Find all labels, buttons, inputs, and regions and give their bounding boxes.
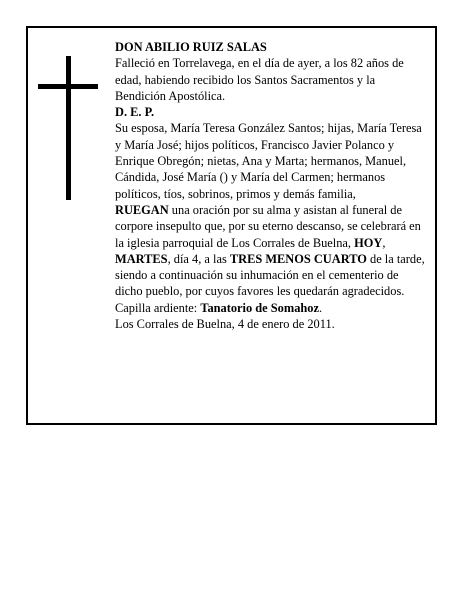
cross-vertical-bar <box>66 56 71 200</box>
request-text-1: una oración por su alma y asistan al funeral de corpore insepulto que, por su eterno descanso, se celebrará en la iglesia parroquial de Los Corrales de Buelna, <box>115 202 421 250</box>
dep-line: D. E. P. <box>115 105 155 120</box>
place-date: Los Corrales de Buelna, 4 de enero de 2011. <box>115 317 335 332</box>
ruegan-label: RUEGAN <box>115 202 169 217</box>
death-statement: Falleció en Torrelavega, en el día de ayer, a los 82 años de edad, habiendo recibido los Santos Sacramentos y la Bendición Apostólica. <box>115 56 404 103</box>
martes-label: MARTES <box>115 251 168 266</box>
notice-text <box>115 39 427 332</box>
request-text-4: . <box>318 300 323 315</box>
chapel-name: Tanatorio de Somahoz <box>200 300 319 315</box>
request-text-2: , día 4, a las <box>167 251 230 266</box>
cross-horizontal-bar <box>38 84 98 89</box>
deceased-name: DON ABILIO RUIZ SALAS <box>115 40 267 54</box>
funeral-time: TRES MENOS CUARTO <box>229 251 367 266</box>
cross-icon <box>38 56 98 200</box>
hoy-label: HOY <box>354 235 383 250</box>
request-text-3: de la tarde, siendo a continuación su inhumación en el cementerio de dicho pueblo, por cuyos favores les quedarán agradecidos. Capilla ardiente: <box>115 251 425 315</box>
obituary-notice <box>26 26 437 425</box>
request-separator: , <box>382 235 386 250</box>
funeral-request <box>115 202 427 316</box>
family-paragraph: Su esposa, María Teresa González Santos; hijas, María Teresa y María José; hijos políticos, Francisco Javier Polanco y Enrique Obregón; nietas, Ana y Marta; hermanos, Manuel, Cándida, José María () y María del Carmen; hermanos políticos, tíos, sobrinos, primos y demás familia, <box>115 121 422 201</box>
